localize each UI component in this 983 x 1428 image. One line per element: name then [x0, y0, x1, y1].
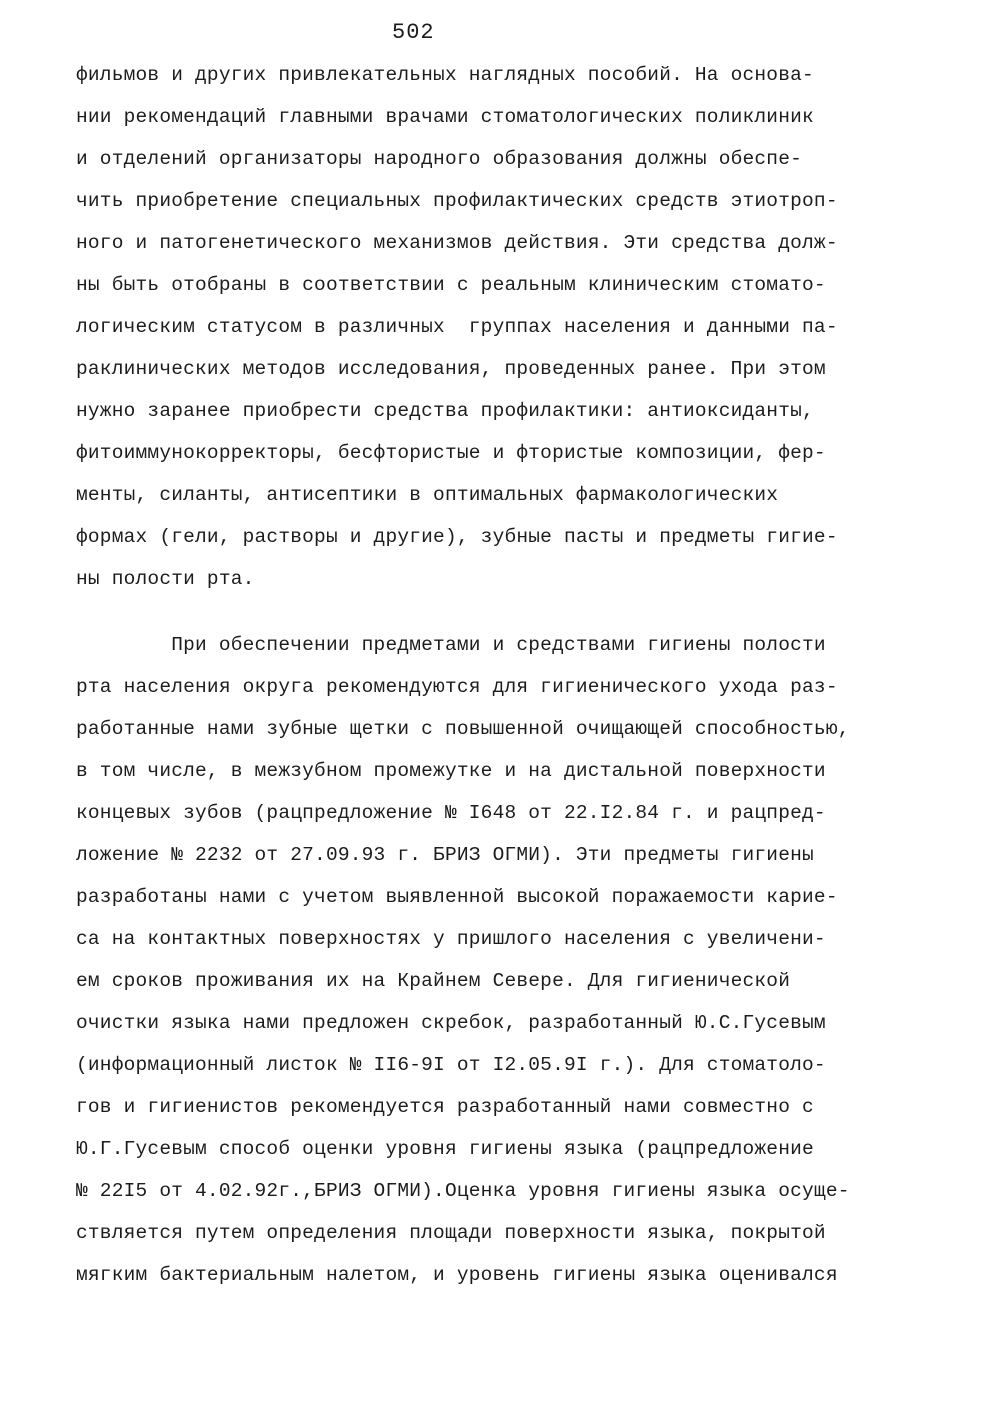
text-line: концевых зубов (рацпредложение № I648 от 22.I2.84 г. и рацпред-	[76, 802, 826, 824]
paragraph-2	[76, 624, 956, 1296]
body-text	[76, 54, 956, 1296]
text-line: логическим статусом в различных группах населения и данными па-	[76, 316, 838, 338]
text-line: разработаны нами с учетом выявленной высокой поражаемости карие-	[76, 886, 838, 908]
text-line: Ю.Г.Гусевым способ оценки уровня гигиены языка (рацпредложение	[76, 1138, 814, 1160]
text-line: ем сроков проживания их на Крайнем Севере. Для гигиенической	[76, 970, 791, 992]
text-line: в том числе, в межзубном промежутке и на дистальной поверхности	[76, 760, 826, 782]
text-line: ны полости рта.	[76, 568, 255, 590]
text-line: раклинических методов исследования, проведенных ранее. При этом	[76, 358, 826, 380]
text-line: ложение № 2232 от 27.09.93 г. БРИЗ ОГМИ). Эти предметы гигиены	[76, 844, 814, 866]
text-line: и отделений организаторы народного образования должны обеспе-	[76, 148, 803, 170]
paragraph-gap	[76, 600, 956, 624]
text-line: ны быть отобраны в соответствии с реальным клиническим стомато-	[76, 274, 826, 296]
text-line: формах (гели, растворы и другие), зубные пасты и предметы гигие-	[76, 526, 838, 548]
text-line: нужно заранее приобрести средства профилактики: антиоксиданты,	[76, 400, 814, 422]
text-line: фитоиммунокорректоры, бесфтористые и фтористые композиции, фер-	[76, 442, 826, 464]
text-line: чить приобретение специальных профилактических средств этиотроп-	[76, 190, 838, 212]
text-line: № 22I5 от 4.02.92г.,БРИЗ ОГМИ).Оценка уровня гигиены языка осуще-	[76, 1180, 850, 1202]
text-line: рта населения округа рекомендуются для гигиенического ухода раз-	[76, 676, 838, 698]
text-line: очистки языка нами предложен скребок, разработанный Ю.С.Гусевым	[76, 1012, 826, 1034]
page-number: 502	[392, 20, 435, 45]
text-line: При обеспечении предметами и средствами гигиены полости	[76, 634, 826, 656]
text-line: са на контактных поверхностях у пришлого населения с увеличени-	[76, 928, 826, 950]
text-line: гов и гигиенистов рекомендуется разработанный нами совместно с	[76, 1096, 814, 1118]
text-line: (информационный листок № II6-9I от I2.05.9I г.). Для стоматоло-	[76, 1054, 826, 1076]
text-line: работанные нами зубные щетки с повышенной очищающей способностью,	[76, 718, 850, 740]
paragraph-1	[76, 54, 956, 600]
text-line: фильмов и других привлекательных наглядных пособий. На основа-	[76, 64, 814, 86]
text-line: нии рекомендаций главными врачами стоматологических поликлиник	[76, 106, 814, 128]
text-line: менты, силанты, антисептики в оптимальных фармакологических	[76, 484, 779, 506]
text-line: ствляется путем определения площади поверхности языка, покрытой	[76, 1222, 826, 1244]
text-line: ного и патогенетического механизмов действия. Эти средства долж-	[76, 232, 838, 254]
text-line: мягким бактериальным налетом, и уровень гигиены языка оценивался	[76, 1264, 838, 1286]
